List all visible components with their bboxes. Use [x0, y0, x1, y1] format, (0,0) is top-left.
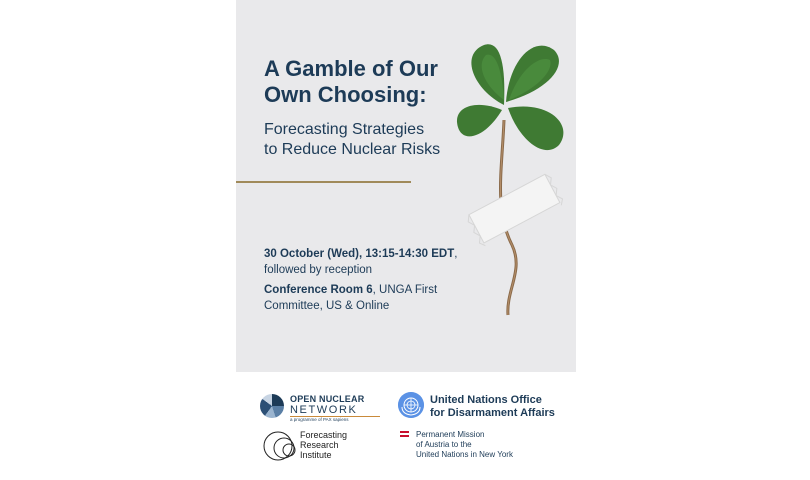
fri-logo-line-2: Research [300, 440, 339, 450]
event-location-rest: , UNGA First Committee, US & Online [264, 284, 438, 312]
poster-title-line-1: A Gamble of Our [264, 56, 438, 81]
onn-logo-line-1: OPEN NUCLEAR [290, 394, 365, 404]
fri-logo-line-1: Forecasting [300, 430, 348, 440]
event-reception: followed by reception [264, 264, 373, 276]
event-location-bold: Conference Room 6 [264, 284, 373, 296]
unoda-logo-line-2: for Disarmament Affairs [430, 407, 555, 419]
poster-title [264, 56, 438, 108]
onn-logo-tagline: a programme of PAX sapiens [290, 417, 349, 422]
forecasting-research-institute-logo [260, 424, 380, 468]
poster-subtitle-line-2: to Reduce Nuclear Risks [264, 141, 441, 158]
event-date-bold: 30 October (Wed), 13:15-14:30 EDT [264, 248, 455, 260]
onn-logo-line-2: NETWORK [290, 404, 358, 416]
open-nuclear-network-logo [260, 390, 380, 426]
event-date-rest: , [454, 248, 458, 260]
gold-divider [236, 181, 411, 183]
event-details [264, 246, 484, 314]
un-emblem-icon [398, 392, 424, 418]
fri-logo-icon [260, 426, 300, 466]
austria-mission-logo [396, 428, 576, 468]
unoda-logo [396, 390, 576, 422]
event-poster [236, 0, 576, 480]
four-leaf-clover-image [454, 30, 574, 320]
poster-title-line-2: Own Choosing: [264, 82, 427, 107]
poster-subtitle-line-1: Forecasting Strategies [264, 121, 425, 138]
austria-mission-line-3: United Nations in New York [416, 450, 513, 459]
unoda-logo-text [430, 394, 555, 420]
event-location [264, 282, 484, 314]
austria-flag-icon [400, 431, 409, 437]
austria-mission-line-2: of Austria to the [416, 440, 472, 449]
austria-mission-line-1: Permanent Mission [416, 430, 485, 439]
event-date [264, 246, 484, 278]
austria-mission-text [416, 430, 513, 460]
onn-logo-icon [260, 394, 284, 418]
poster-header-panel [236, 0, 576, 372]
fri-logo-line-3: Institute [300, 450, 332, 460]
fri-logo-text [300, 430, 347, 460]
unoda-logo-line-1: United Nations Office [430, 394, 542, 406]
poster-subtitle [264, 120, 440, 160]
